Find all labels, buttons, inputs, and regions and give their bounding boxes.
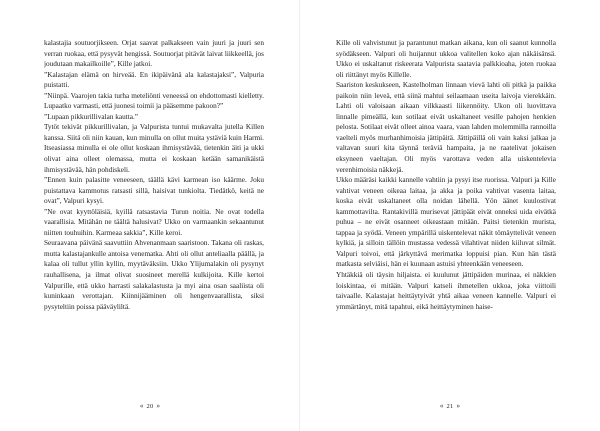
paragraph: Kille oli vahvistunut ja parantunut matkan aikana, kun oli saanut kunnolla syödäkseen. Valpuri oli huijannut ukkoa valitellen koko ajan näkäisänsä. Ukko ei uskaltanut riskeerata Valpurista saatavia palkkioaha, joten ruokaa oli riittänyt myös Killelle. xyxy=(336,39,556,79)
paragraph: ”Niinpä. Vaarojen takia turha meteliönti veneessä on ehdottomasti kielletty. Lupaatko varmasti, että juonesi toimii ja pääsemme pakoon?” xyxy=(44,91,264,111)
page-number-right xyxy=(300,402,600,410)
paragraph: Yhtäkkiä oli täysin hiljaista. ei kuulunut jättipäiden murinaa, ei näkkien loiskintaa, ei mitään. Valpuri katseli ihmetellen ukkoa, joka viittoili taivaalle. Kalastajat heittäytyivät yhtä aikaa veneen kannelle. Valpuri ei ymmärtänyt, mitä tapahtui, eikä heittäytyminen haise- xyxy=(336,271,556,311)
folio-ornament-icon: » xyxy=(156,402,161,410)
paragraph: Seuraavana päivänä saavuttiin Ahvenanmaan saaristoon. Takana oli raskas, mutta kalastajankulle antoisa venematka. Ahti oli ollut anteliaalla päällä, ja kalaa oli tullut yllin kyllin, myytäväksiin. Ukko Ylijumalakin oli pysynyt rauhallisena, ja ilmat olivat suosineet merellä kulkijoita. Kille kertoi Valpurille, että ukko harrasti salakalastusta ja myi aina osan saaliista oli kuninkaan verottajan. Kiinnijääminen oli hengenvaarallista, siksi pysyteltiin poissa pääväyliltä. xyxy=(44,239,264,311)
page-number-left xyxy=(0,402,300,410)
right-page-text xyxy=(336,38,556,400)
page-number: 20 xyxy=(146,403,154,410)
paragraph: Saariston keskukseen, Kastelholman linnaan vievä lahti oli pitkä ja paikka paikoin niin leveä, että siinä mahtui seilaamaan useita laivoja vierekkäin. Lahti oli valoisaan aikaan vilkkaasti liikennöity. Ukon oli luovittava linnalle pimeällä, kun sotilaat eivät uskaltaneet vesille pahojen henkien pelosta. Sotilaat eivät olleet ainoa vaara, vaan lahden molemmilla rannoilla vaelteli myös murhanhimoisia jättipäitä. Jättipäillä oli vain kaksi jalkaa ja valtavan suuri kita täynnä teräviä hampaita, ja ne raatelivat jokaisen eksyneen vaeltajan. Oli myös varottava veden alla uiskentelevia verenhimoisia näkkejä. xyxy=(336,81,556,174)
paragraph: Tytöt tekivät pikkurillivalan, ja Valpurista tuntui mukavalta jutella Killen kanssa. Siitä oli niin kauan, kun minulla on ollut muita ystäviä kuin Harmi. Itseasiassa minulla ei ole ollut koskaan ihmisystävää, tietenkin äiti ja ukki olivat aina olleet olemassa, mutta ei koskaan ketään samanikäistä ihmisystävää, hän pohdiskeli. xyxy=(44,123,264,174)
paragraph: ”Kalastajan elämä on hirveää. En ikipäivänä ala kalastajaksi”, Valpuria puistatti. xyxy=(44,70,264,90)
left-page-text xyxy=(44,38,264,400)
folio-ornament-icon: « xyxy=(139,402,144,410)
paragraph: Ukko määräsi kaikki kannelle vahtiin ja pysyi itse ruorissa. Valpuri ja Kille vahtivat veneen oikeaa laitaa, ja akka ja poika vahtivat vasenta laitaa, koska eivät uskaltaneet olla noidan lähellä. Yön äänet kuulostivat kammottavilta. Rantakivillä murisevat jättipäät eivät onneksi uida eivätkä puhua – ne eivät osanneet oikeastaan mitään. Paitsi tietenkin murista, tappaa ja syödä. Veneen ympärillä uiskentelevat näkit tömäyttelivät veneen kylkiä, ja silloin tällöin mustassa vedessä vilahtivat niiden kiiluvat silmät. Valpuri toivoi, että järkyttävä merimatka loppuisi pian. Kun hän tästä matkasta selviäisi, hän ei kuunaan astuisi yhteenkään veneeseen. xyxy=(336,176,556,269)
paragraph: ”Ennen kuin palasitte veneeseen, täällä kävi karmean iso käärme. Joku puistattava kammotus ratsasti sillä, haisivat tunkiolta. Tiedätkö, keitä ne ovat”, Valpuri kysyi. xyxy=(44,176,264,206)
paragraph: ”Ne ovat kyyttöläisiä, kyillä ratsastavia Turun noitia. Ne ovat todella vaarallisia. Mitähän ne täältä halusivat? Ukko on varmaankin sekaantunut niitten touhuihin. Karmeaa sakkia”, Kille keroi. xyxy=(44,207,264,237)
right-page xyxy=(300,0,600,431)
paragraph: kalastajia soutuorjikseen. Orjat saavat palkakseen vain juuri ja juuri sen verran ruokaa, että pysyvät hengissä. Soutuorjat pitävät laivat liikkeellä, jos joudutaan makailkoille”, Kille jatkoi. xyxy=(44,39,264,69)
folio-ornament-icon: « xyxy=(439,402,444,410)
page-number: 21 xyxy=(446,403,454,410)
folio-ornament-icon: » xyxy=(456,402,461,410)
paragraph: ”Lupaan pikkurillivalan kautta.” xyxy=(44,112,139,121)
